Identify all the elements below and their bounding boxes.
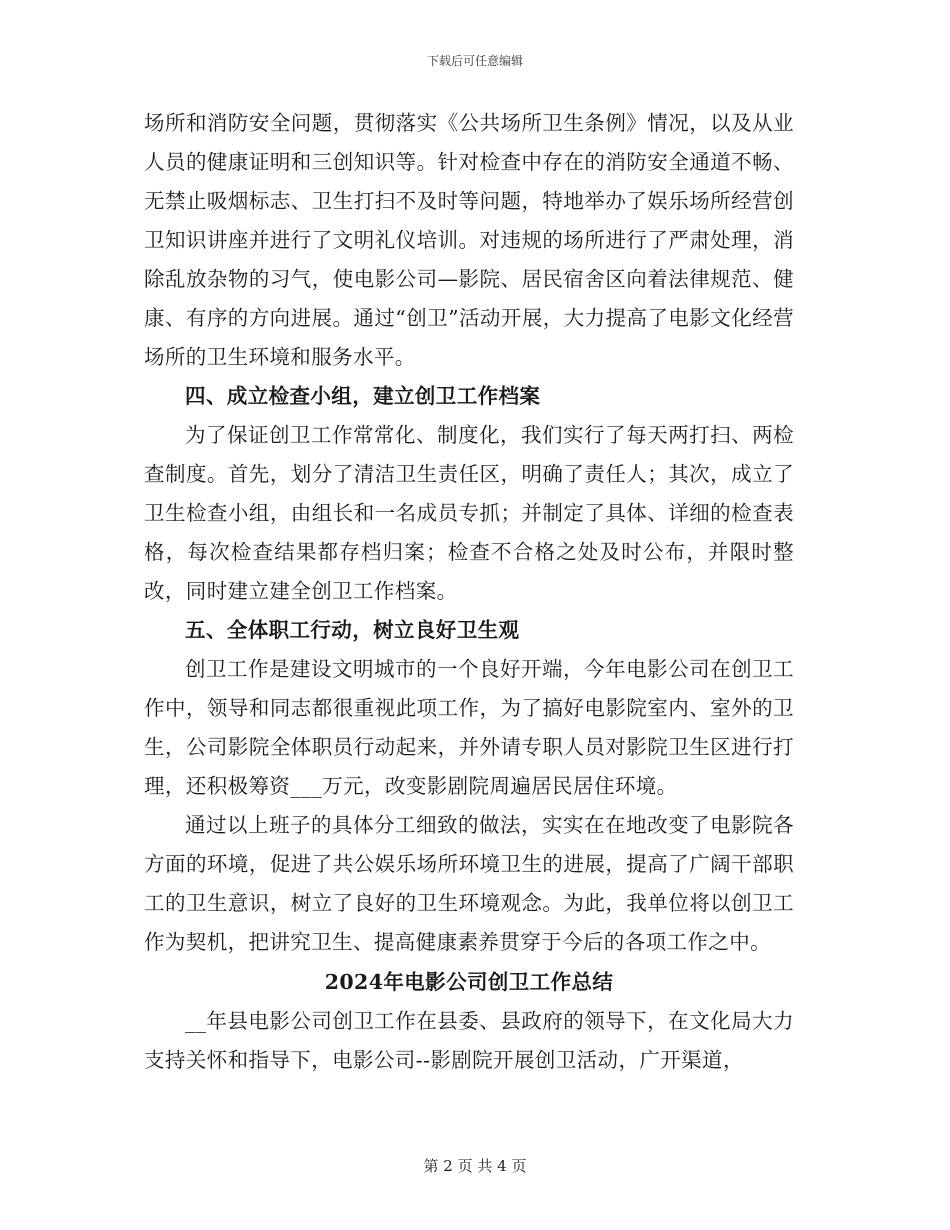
section-heading-five: 五、全体职工行动，树立良好卫生观 — [185, 618, 520, 642]
page-footer: 第 2 页 共 4 页 — [423, 1157, 527, 1175]
paragraph-inspection: 为了保证创卫工作常常化、制度化，我们实行了每天两打扫、两检查制度。首先，划分了清洁卫生责任区，明确了责任人；其次，成立了卫生检查小组，由组长和一名成员专抓；并制定了具体、详细的检查表格，每次检查结果都存档归案；检查不合格之处及时公布，并限时整改，同时建立建全创卫工作档案。 — [144, 423, 794, 603]
section-heading-four: 四、成立检查小组，建立创卫工作档案 — [185, 384, 541, 408]
page-header: 下载后可任意编辑 — [426, 54, 523, 68]
paragraph-continued: 场所和消防安全问题，贯彻落实《公共场所卫生条例》情况，以及从业人员的健康证明和三创知识等。针对检查中存在的消防安全通道不畅、无禁止吸烟标志、卫生打扫不及时等问题，特地举办了娱乐场所经营创卫知识讲座并进行了文明礼仪培训。对违规的场所进行了严肃处理，消除乱放杂物的习气，使电影公司—影院、居民宿舍区向着法律规范、健康、有序的方向进展。通过“创卫”活动开展，大力提高了电影文化经营场所的卫生环境和服务水平。 — [144, 111, 794, 369]
paragraph-conclusion: 通过以上班子的具体分工细致的做法，实实在在地改变了电影院各方面的环境，促进了共公娱乐场所环境卫生的进展，提高了广阔干部职工的卫生意识，树立了良好的卫生环境观念。为此，我单位将以创卫工作为契机，把讲究卫生、提高健康素养贯穿于今后的各项工作之中。 — [144, 813, 794, 954]
paragraph-intro: __年县电影公司创卫工作在县委、县政府的领导下，在文化局大力支持关怀和指导下，电影公司--影剧院开展创卫活动，广开渠道， — [144, 1009, 794, 1072]
document-title: 2024年电影公司创卫工作总结 — [324, 970, 614, 994]
document-body — [144, 104, 794, 1080]
paragraph-staff-action: 创卫工作是建设文明城市的一个良好开端，今年电影公司在创卫工作中，领导和同志都很重视此项工作，为了搞好电影院室内、室外的卫生，公司影院全体职员行动起来，并外请专职人员对影院卫生区进行打理，还积极筹资___万元，改变影剧院周遍居民居住环境。 — [144, 657, 794, 798]
